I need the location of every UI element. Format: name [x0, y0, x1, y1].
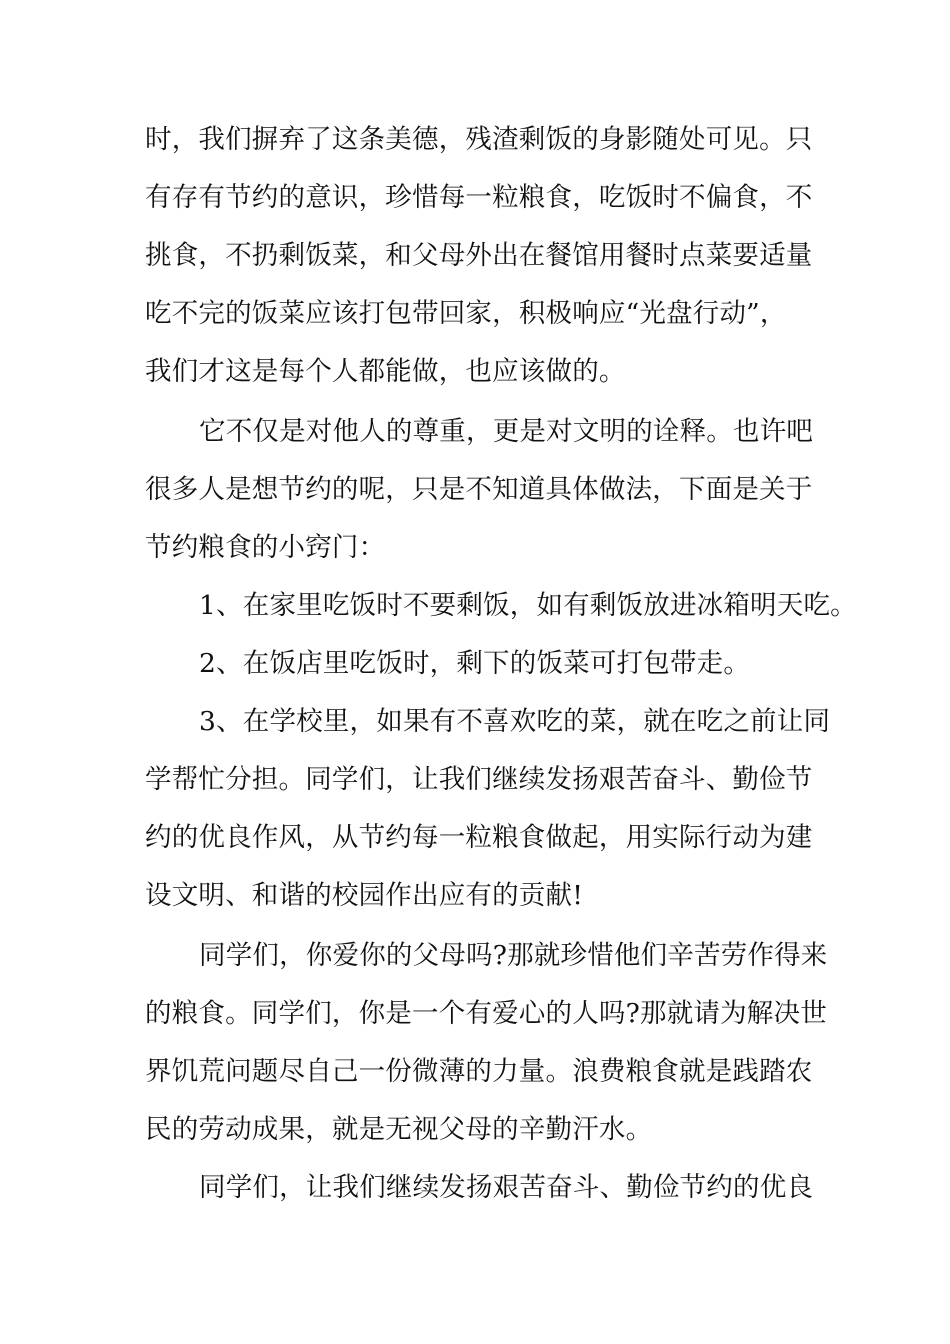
text-line: 的粮食。同学们，你是一个有爱心的人吗?那就请为解决世	[145, 998, 827, 1029]
text-line: 设文明、和谐的校园作出应有的贡献!	[145, 880, 584, 911]
text-line: 有存有节约的意识，珍惜每一粒粮食，吃饭时不偏食，不	[145, 182, 813, 213]
text-line: 很多人是想节约的呢，只是不知道具体做法，下面是关于	[145, 474, 813, 505]
text-line: 节约粮食的小窍门：	[145, 532, 386, 563]
text-line: 民的劳动成果，就是无视父母的辛勤汗水。	[145, 1114, 653, 1145]
list-item-2: 2、在饭店里吃饭时，剩下的饭菜可打包带走。	[199, 648, 751, 679]
text-line: 我们才这是每个人都能做，也应该做的。	[145, 356, 626, 387]
paragraph-start-line: 同学们，让我们继续发扬艰苦奋斗、勤俭节约的优良	[199, 1172, 814, 1203]
list-item-1: 1、在家里吃饭时不要剩饭，如有剩饭放进冰箱明天吃。	[199, 590, 857, 621]
text-line: 挑食，不扔剩饭菜，和父母外出在餐馆用餐时点菜要适量	[145, 240, 813, 271]
text-line: 学帮忙分担。同学们，让我们继续发扬艰苦奋斗、勤俭节	[145, 764, 813, 795]
text-line: 吃不完的饭菜应该打包带回家，积极响应“光盘行动”，	[145, 298, 787, 329]
text-line: 约的优良作风，从节约每一粒粮食做起，用实际行动为建	[145, 822, 813, 853]
text-line: 界饥荒问题尽自己一份微薄的力量。浪费粮食就是践踏农	[145, 1056, 813, 1087]
paragraph-start-line: 同学们，你爱你的父母吗?那就珍惜他们辛苦劳作得来	[199, 940, 828, 971]
paragraph-start-line: 它不仅是对他人的尊重，更是对文明的诠释。也许吧	[199, 416, 814, 447]
text-line: 时，我们摒弃了这条美德，残渣剩饭的身影随处可见。只	[145, 124, 813, 155]
list-item-3: 3、在学校里，如果有不喜欢吃的菜，就在吃之前让同	[199, 706, 831, 737]
